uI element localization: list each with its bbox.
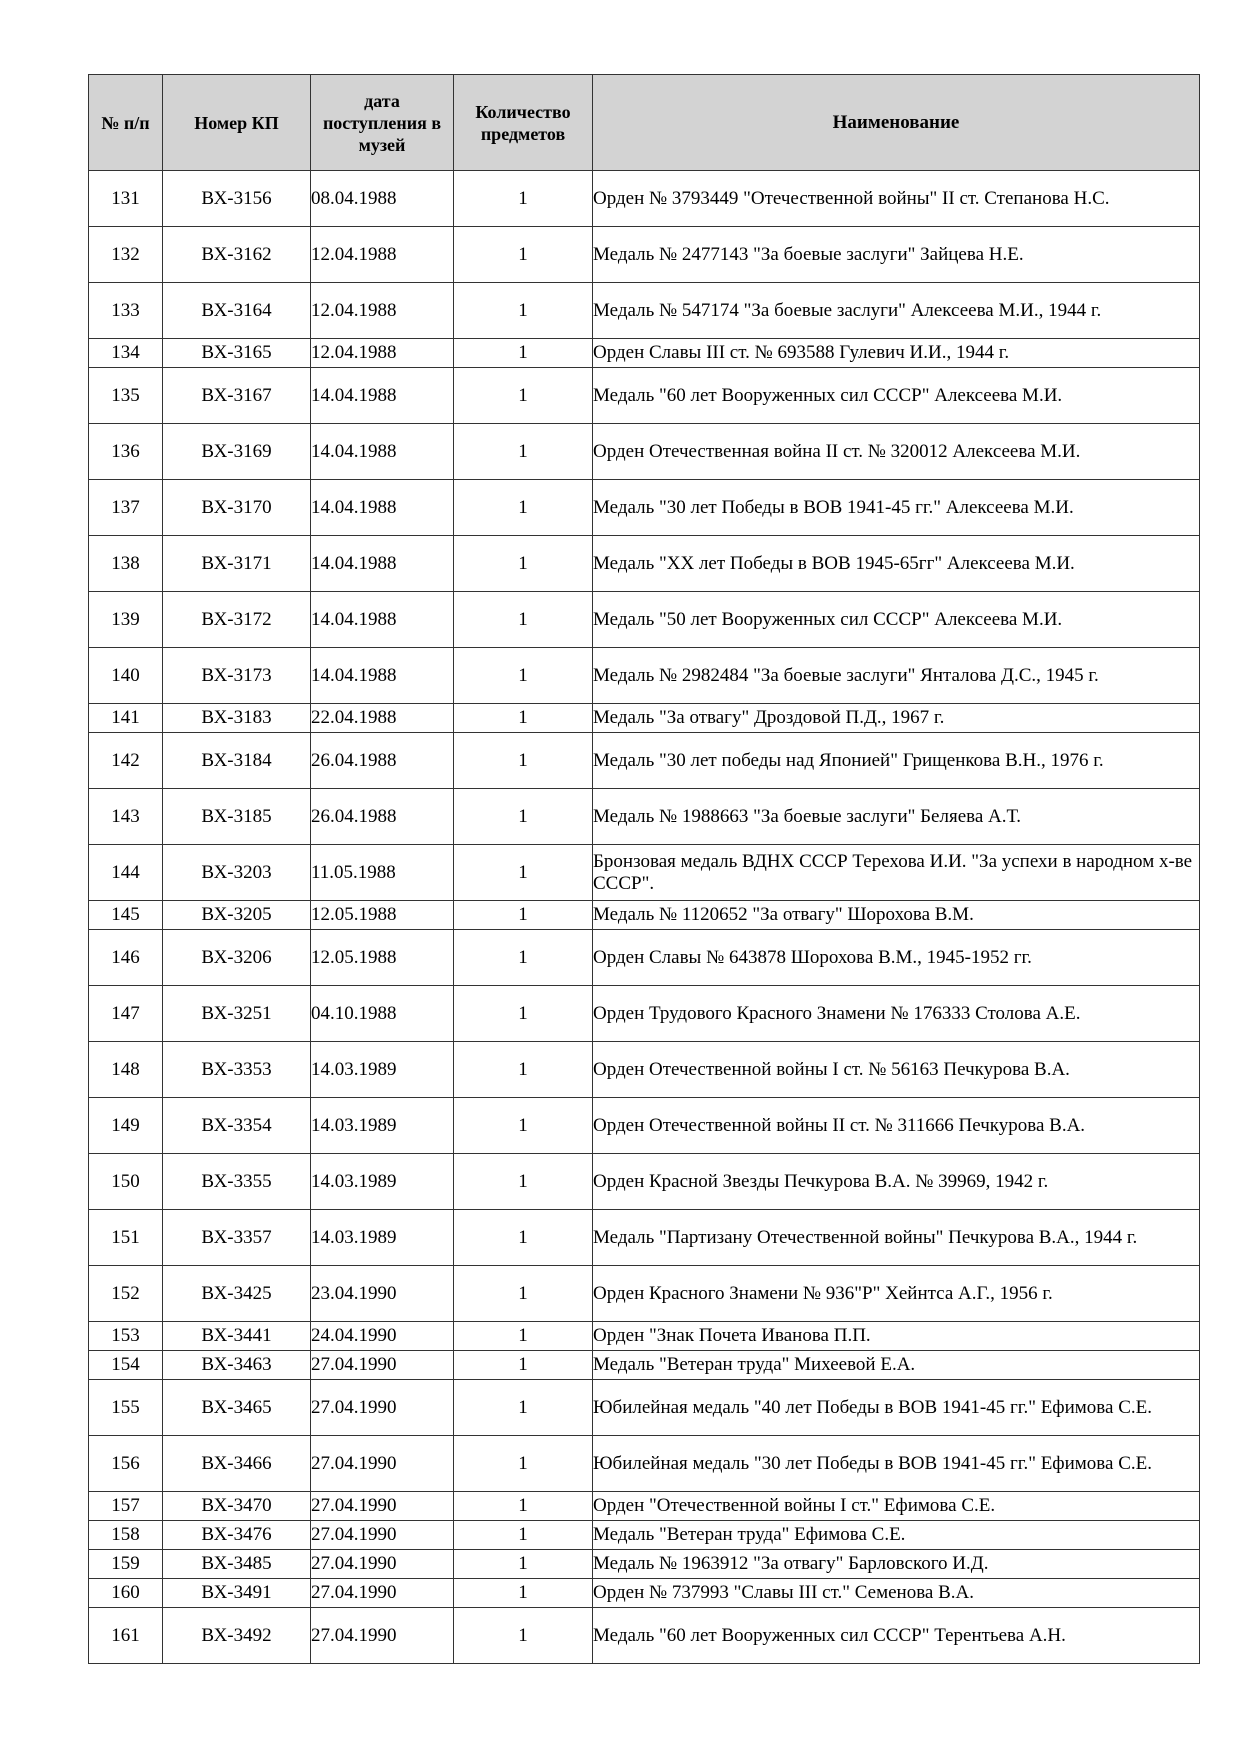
cell-kp: ВХ-3172: [163, 592, 311, 648]
table-row: [89, 1521, 1200, 1550]
cell-name: Орден Отечественная война II ст. № 320012 Алексеева М.И.: [593, 424, 1200, 480]
cell-date: 26.04.1988: [311, 789, 454, 845]
cell-date: 22.04.1988: [311, 704, 454, 733]
table-row: [89, 283, 1200, 339]
table-row: [89, 592, 1200, 648]
cell-date: 04.10.1988: [311, 986, 454, 1042]
cell-qty: 1: [454, 424, 593, 480]
cell-kp: ВХ-3470: [163, 1492, 311, 1521]
cell-num: 161: [89, 1608, 163, 1664]
cell-num: 138: [89, 536, 163, 592]
cell-name: Орден "Знак Почета Иванова П.П.: [593, 1322, 1200, 1351]
cell-kp: ВХ-3164: [163, 283, 311, 339]
cell-name: Медаль № 2982484 "За боевые заслуги" Янталова Д.С., 1945 г.: [593, 648, 1200, 704]
cell-kp: ВХ-3355: [163, 1154, 311, 1210]
cell-name: Медаль "50 лет Вооруженных сил СССР" Алексеева М.И.: [593, 592, 1200, 648]
cell-kp: ВХ-3463: [163, 1351, 311, 1380]
cell-qty: 1: [454, 845, 593, 901]
cell-name: Орден № 3793449 "Отечественной войны" II ст. Степанова Н.С.: [593, 171, 1200, 227]
cell-num: 156: [89, 1436, 163, 1492]
cell-qty: 1: [454, 1351, 593, 1380]
cell-kp: ВХ-3173: [163, 648, 311, 704]
cell-num: 155: [89, 1380, 163, 1436]
cell-name: Орден Славы III ст. № 693588 Гулевич И.И., 1944 г.: [593, 339, 1200, 368]
header-date: дата поступления в музей: [311, 75, 454, 171]
cell-qty: 1: [454, 1579, 593, 1608]
header-kp: Номер КП: [163, 75, 311, 171]
cell-qty: 1: [454, 1492, 593, 1521]
table-header-row: [89, 75, 1200, 171]
cell-kp: ВХ-3171: [163, 536, 311, 592]
cell-num: 139: [89, 592, 163, 648]
cell-num: 135: [89, 368, 163, 424]
table-row: [89, 171, 1200, 227]
cell-qty: 1: [454, 171, 593, 227]
table-row: [89, 1492, 1200, 1521]
cell-kp: ВХ-3203: [163, 845, 311, 901]
cell-kp: ВХ-3492: [163, 1608, 311, 1664]
table-row: [89, 901, 1200, 930]
cell-name: Медаль № 1120652 "За отвагу" Шорохова В.М.: [593, 901, 1200, 930]
cell-qty: 1: [454, 1550, 593, 1579]
table-row: [89, 1579, 1200, 1608]
table-row: [89, 1098, 1200, 1154]
cell-kp: ВХ-3170: [163, 480, 311, 536]
cell-date: 14.03.1989: [311, 1210, 454, 1266]
cell-qty: 1: [454, 1266, 593, 1322]
cell-name: Медаль "Ветеран труда" Ефимова С.Е.: [593, 1521, 1200, 1550]
cell-num: 148: [89, 1042, 163, 1098]
cell-qty: 1: [454, 536, 593, 592]
cell-qty: 1: [454, 368, 593, 424]
cell-date: 14.03.1989: [311, 1154, 454, 1210]
cell-num: 157: [89, 1492, 163, 1521]
cell-name: Юбилейная медаль "30 лет Победы в ВОВ 1941-45 гг." Ефимова С.Е.: [593, 1436, 1200, 1492]
cell-date: 14.04.1988: [311, 424, 454, 480]
cell-num: 151: [89, 1210, 163, 1266]
cell-kp: ВХ-3465: [163, 1380, 311, 1436]
cell-num: 152: [89, 1266, 163, 1322]
cell-qty: 1: [454, 339, 593, 368]
table-row: [89, 1154, 1200, 1210]
table-row: [89, 536, 1200, 592]
cell-date: 27.04.1990: [311, 1608, 454, 1664]
cell-name: Орден Красного Знамени № 936"Р" Хейнтса А.Г., 1956 г.: [593, 1266, 1200, 1322]
cell-name: Медаль № 1963912 "За отвагу" Барловского И.Д.: [593, 1550, 1200, 1579]
cell-name: Медаль "Партизану Отечественной войны" Печкурова В.А., 1944 г.: [593, 1210, 1200, 1266]
cell-qty: 1: [454, 930, 593, 986]
cell-date: 12.05.1988: [311, 930, 454, 986]
cell-kp: ВХ-3185: [163, 789, 311, 845]
museum-register-table: [88, 74, 1200, 1664]
cell-kp: ВХ-3353: [163, 1042, 311, 1098]
cell-kp: ВХ-3476: [163, 1521, 311, 1550]
cell-kp: ВХ-3466: [163, 1436, 311, 1492]
cell-date: 14.03.1989: [311, 1042, 454, 1098]
cell-qty: 1: [454, 789, 593, 845]
header-qty: Количество предметов: [454, 75, 593, 171]
cell-name: Орден № 737993 "Славы III ст." Семенова В.А.: [593, 1579, 1200, 1608]
cell-name: Орден Трудового Красного Знамени № 176333 Столова А.Е.: [593, 986, 1200, 1042]
cell-kp: ВХ-3169: [163, 424, 311, 480]
table-row: [89, 480, 1200, 536]
cell-date: 12.04.1988: [311, 227, 454, 283]
cell-num: 160: [89, 1579, 163, 1608]
table-row: [89, 1380, 1200, 1436]
cell-date: 23.04.1990: [311, 1266, 454, 1322]
table-row: [89, 986, 1200, 1042]
cell-num: 149: [89, 1098, 163, 1154]
cell-date: 27.04.1990: [311, 1436, 454, 1492]
cell-name: Орден "Отечественной войны I ст." Ефимова С.Е.: [593, 1492, 1200, 1521]
cell-name: Орден Отечественной войны I ст. № 56163 Печкурова В.А.: [593, 1042, 1200, 1098]
cell-date: 27.04.1990: [311, 1521, 454, 1550]
table-body: [89, 171, 1200, 1664]
cell-qty: 1: [454, 283, 593, 339]
cell-name: Медаль "XX лет Победы в ВОВ 1945-65гг" Алексеева М.И.: [593, 536, 1200, 592]
cell-name: Бронзовая медаль ВДНХ СССР Терехова И.И. "За успехи в народном х-ве СССР".: [593, 845, 1200, 901]
cell-qty: 1: [454, 704, 593, 733]
table-row: [89, 1608, 1200, 1664]
cell-date: 24.04.1990: [311, 1322, 454, 1351]
cell-qty: 1: [454, 480, 593, 536]
cell-num: 147: [89, 986, 163, 1042]
cell-date: 14.04.1988: [311, 592, 454, 648]
cell-num: 143: [89, 789, 163, 845]
cell-name: Медаль "Ветеран труда" Михеевой Е.А.: [593, 1351, 1200, 1380]
cell-kp: ВХ-3485: [163, 1550, 311, 1579]
table-row: [89, 227, 1200, 283]
cell-qty: 1: [454, 1210, 593, 1266]
cell-date: 26.04.1988: [311, 733, 454, 789]
cell-name: Орден Славы № 643878 Шорохова В.М., 1945-1952 гг.: [593, 930, 1200, 986]
cell-num: 136: [89, 424, 163, 480]
cell-name: Медаль "30 лет Победы в ВОВ 1941-45 гг." Алексеева М.И.: [593, 480, 1200, 536]
cell-num: 131: [89, 171, 163, 227]
table-row: [89, 1550, 1200, 1579]
cell-num: 145: [89, 901, 163, 930]
cell-kp: ВХ-3156: [163, 171, 311, 227]
cell-kp: ВХ-3491: [163, 1579, 311, 1608]
cell-num: 144: [89, 845, 163, 901]
table-row: [89, 930, 1200, 986]
cell-num: 141: [89, 704, 163, 733]
table-row: [89, 648, 1200, 704]
table-row: [89, 339, 1200, 368]
cell-kp: ВХ-3183: [163, 704, 311, 733]
cell-kp: ВХ-3205: [163, 901, 311, 930]
cell-date: 27.04.1990: [311, 1579, 454, 1608]
header-name: Наименование: [593, 75, 1200, 171]
table-row: [89, 845, 1200, 901]
cell-qty: 1: [454, 648, 593, 704]
table-row: [89, 1322, 1200, 1351]
cell-name: Медаль "За отвагу" Дроздовой П.Д., 1967 г.: [593, 704, 1200, 733]
cell-kp: ВХ-3184: [163, 733, 311, 789]
table-row: [89, 704, 1200, 733]
cell-kp: ВХ-3167: [163, 368, 311, 424]
cell-qty: 1: [454, 1098, 593, 1154]
cell-num: 140: [89, 648, 163, 704]
cell-date: 27.04.1990: [311, 1550, 454, 1579]
table-row: [89, 1210, 1200, 1266]
table-row: [89, 789, 1200, 845]
cell-date: 12.04.1988: [311, 283, 454, 339]
cell-qty: 1: [454, 901, 593, 930]
cell-kp: ВХ-3165: [163, 339, 311, 368]
cell-date: 27.04.1990: [311, 1492, 454, 1521]
table-row: [89, 733, 1200, 789]
cell-name: Медаль № 1988663 "За боевые заслуги" Беляева А.Т.: [593, 789, 1200, 845]
cell-num: 154: [89, 1351, 163, 1380]
cell-kp: ВХ-3357: [163, 1210, 311, 1266]
cell-date: 11.05.1988: [311, 845, 454, 901]
header-num: № п/п: [89, 75, 163, 171]
cell-num: 133: [89, 283, 163, 339]
cell-num: 150: [89, 1154, 163, 1210]
cell-date: 27.04.1990: [311, 1380, 454, 1436]
table-row: [89, 1351, 1200, 1380]
cell-qty: 1: [454, 227, 593, 283]
cell-date: 14.04.1988: [311, 648, 454, 704]
cell-num: 132: [89, 227, 163, 283]
cell-name: Медаль "60 лет Вооруженных сил СССР" Терентьева А.Н.: [593, 1608, 1200, 1664]
cell-qty: 1: [454, 1521, 593, 1550]
cell-kp: ВХ-3354: [163, 1098, 311, 1154]
cell-qty: 1: [454, 986, 593, 1042]
cell-name: Медаль № 2477143 "За боевые заслуги" Зайцева Н.Е.: [593, 227, 1200, 283]
cell-name: Медаль "60 лет Вооруженных сил СССР" Алексеева М.И.: [593, 368, 1200, 424]
cell-num: 158: [89, 1521, 163, 1550]
cell-qty: 1: [454, 1608, 593, 1664]
cell-name: Орден Отечественной войны II ст. № 311666 Печкурова В.А.: [593, 1098, 1200, 1154]
cell-date: 14.04.1988: [311, 536, 454, 592]
cell-kp: ВХ-3162: [163, 227, 311, 283]
cell-date: 08.04.1988: [311, 171, 454, 227]
cell-kp: ВХ-3425: [163, 1266, 311, 1322]
cell-name: Медаль "30 лет победы над Японией" Грищенкова В.Н., 1976 г.: [593, 733, 1200, 789]
cell-qty: 1: [454, 592, 593, 648]
cell-num: 142: [89, 733, 163, 789]
cell-qty: 1: [454, 1436, 593, 1492]
cell-kp: ВХ-3251: [163, 986, 311, 1042]
cell-kp: ВХ-3441: [163, 1322, 311, 1351]
cell-qty: 1: [454, 1380, 593, 1436]
table-row: [89, 424, 1200, 480]
table-row: [89, 368, 1200, 424]
cell-num: 159: [89, 1550, 163, 1579]
cell-num: 153: [89, 1322, 163, 1351]
cell-date: 12.04.1988: [311, 339, 454, 368]
cell-qty: 1: [454, 1322, 593, 1351]
cell-name: Медаль № 547174 "За боевые заслуги" Алексеева М.И., 1944 г.: [593, 283, 1200, 339]
cell-qty: 1: [454, 733, 593, 789]
cell-qty: 1: [454, 1154, 593, 1210]
cell-qty: 1: [454, 1042, 593, 1098]
table-row: [89, 1436, 1200, 1492]
cell-num: 137: [89, 480, 163, 536]
cell-date: 12.05.1988: [311, 901, 454, 930]
table-row: [89, 1266, 1200, 1322]
cell-name: Орден Красной Звезды Печкурова В.А. № 39969, 1942 г.: [593, 1154, 1200, 1210]
cell-date: 27.04.1990: [311, 1351, 454, 1380]
cell-kp: ВХ-3206: [163, 930, 311, 986]
table-row: [89, 1042, 1200, 1098]
cell-num: 146: [89, 930, 163, 986]
cell-num: 134: [89, 339, 163, 368]
cell-date: 14.03.1989: [311, 1098, 454, 1154]
cell-date: 14.04.1988: [311, 368, 454, 424]
cell-name: Юбилейная медаль "40 лет Победы в ВОВ 1941-45 гг." Ефимова С.Е.: [593, 1380, 1200, 1436]
cell-date: 14.04.1988: [311, 480, 454, 536]
